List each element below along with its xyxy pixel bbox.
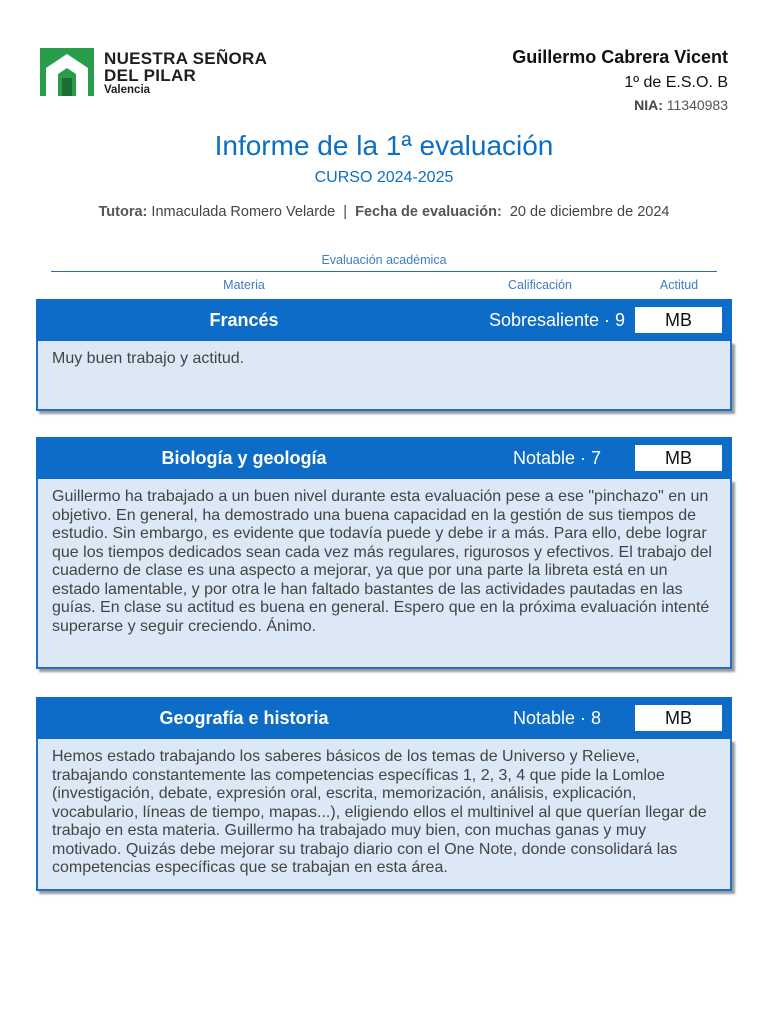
- report-meta: [0, 202, 768, 222]
- school-city: Valencia: [104, 84, 151, 96]
- subject-name: Geografía e historia: [159, 708, 329, 728]
- student-info: [512, 46, 728, 114]
- school-name-line1: NUESTRA SEÑORA: [104, 49, 268, 68]
- subject-comment: Muy buen trabajo y actitud.: [36, 341, 732, 411]
- column-header-grade: Calificación: [508, 278, 572, 292]
- date-value: 20 de diciembre de 2024: [509, 204, 670, 220]
- subject-comment: Hemos estado trabajando los saberes básicos de los temas de Universo y Relieve, trabajando constantemente las competencias específicas 1, 2, 3, 4 que pide la Lomloe (investigación, debate, expresión oral, escrita, memorización, análisis, explicación, vocabulario, líneas de tiempo, mapas...), eligiendo ellos el multinivel al que querían llegar de trabajo en esta materia. Guillermo ha trabajado muy bien, con muchas ganas y muy motivado. Quizás debe mejorar su trabajo diario con el One Note, donde consolidará las competencias específicas que se trabajan en esta área.: [36, 739, 732, 891]
- student-course: 1º de E.S.O. B: [624, 74, 728, 91]
- attitude-badge: MB: [635, 705, 722, 731]
- school-logo: [40, 48, 280, 98]
- subject-grade: Notable · 7: [512, 448, 602, 468]
- section-divider: [51, 271, 717, 272]
- house-logo-icon: [40, 48, 94, 96]
- subject-comment: Guillermo ha trabajado a un buen nivel durante esta evaluación pese a ese "pinchazo" en un objetivo. En general, ha demostrado una buena capacidad en la gestión de sus tiempos de estudio. Sin embargo, es evidente que todavía puede y debe ir a más. Para ello, debe lograr que los tiempos dedicados sean cada vez más regulares, rigurosos y efectivos. El trabajo del cuaderno de clase es una aspecto a mejorar, ya que por una parte la libreta está en un estado lamentable, y por otra le han faltado bastantes de las actividades pautadas en las guías. En clase su actitud es buena en general. Espero que en la próxima evaluación intenté superarse y seguir creciendo. Ánimo.: [36, 479, 732, 669]
- school-name: [104, 50, 267, 97]
- column-header-attitude: Actitud: [659, 278, 699, 292]
- course-year: CURSO 2024-2025: [314, 169, 454, 186]
- school-name-line2: DEL PILAR: [104, 66, 197, 85]
- subject-name: Biología y geología: [161, 448, 327, 468]
- subject-card-header: [36, 697, 732, 739]
- subject-card-header: [36, 299, 732, 341]
- attitude-badge: MB: [635, 445, 722, 471]
- student-nia: [512, 96, 728, 114]
- date-label: Fecha de evaluación:: [355, 204, 502, 220]
- column-header-subject: Materia: [223, 278, 265, 292]
- subject-name: Francés: [209, 310, 279, 330]
- report-title: Informe de la 1ª evaluación: [214, 130, 554, 161]
- subject-card: [36, 437, 732, 669]
- subject-card: [36, 299, 732, 411]
- tutor-label: Tutora:: [98, 204, 148, 220]
- subject-grade: Notable · 8: [512, 708, 602, 728]
- tutor-name: Inmaculada Romero Velarde: [151, 204, 336, 220]
- nia-value: 11340983: [666, 97, 728, 113]
- section-title: Evaluación académica: [321, 253, 447, 267]
- meta-separator: |: [343, 204, 348, 220]
- subject-grade: Sobresaliente · 9: [488, 310, 626, 330]
- nia-label: NIA:: [634, 97, 663, 113]
- student-name: Guillermo Cabrera Vicent: [512, 47, 728, 67]
- attitude-badge: MB: [635, 307, 722, 333]
- subject-card: [36, 697, 732, 891]
- subject-card-header: [36, 437, 732, 479]
